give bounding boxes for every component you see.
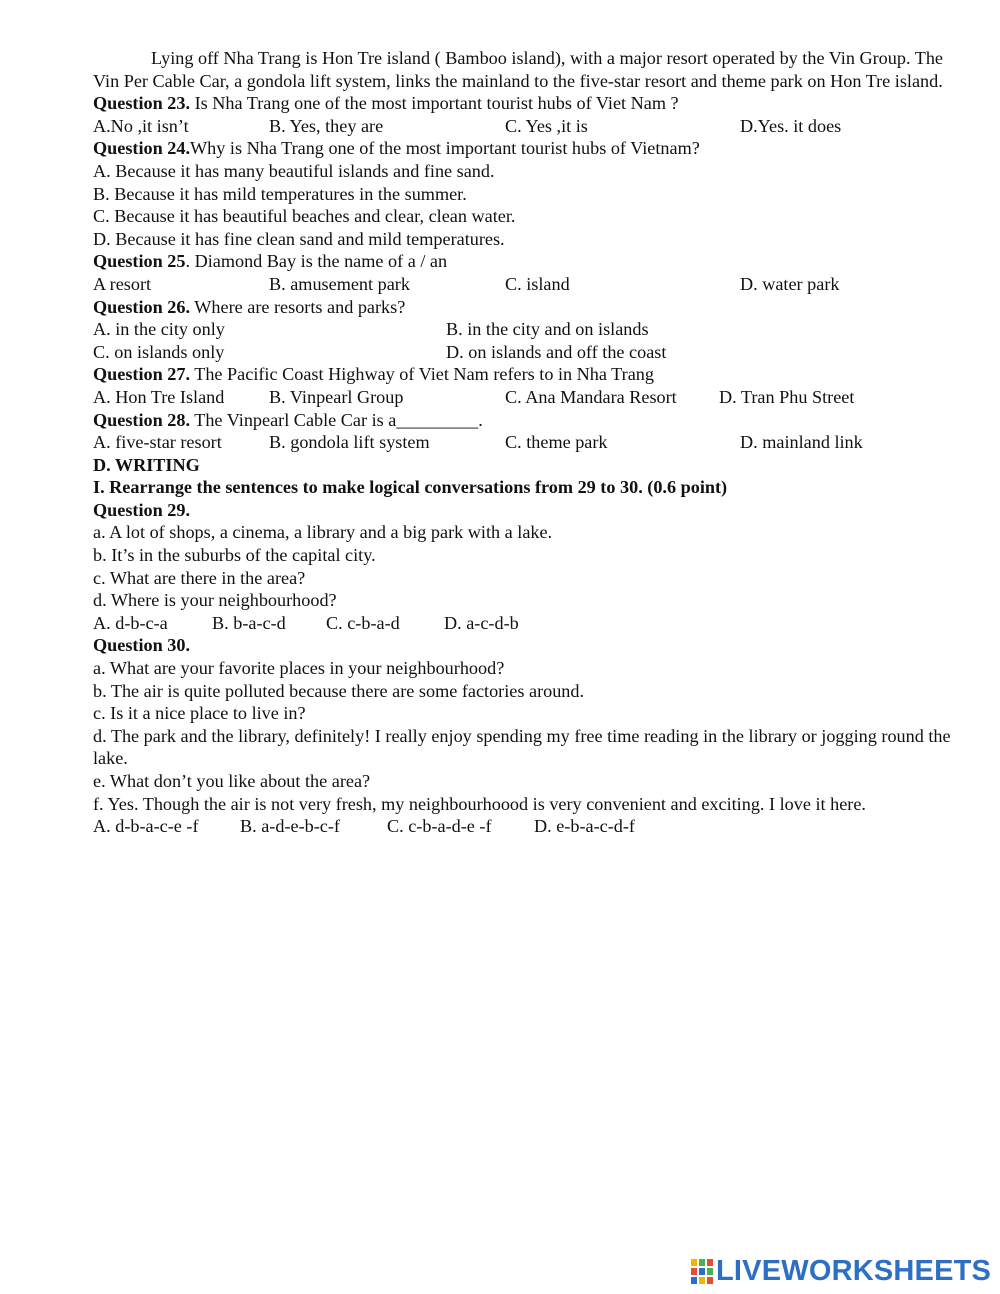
- question-text: The Vinpearl Cable Car is a: [190, 409, 397, 430]
- sentence-b: b. The air is quite polluted because there are some factories around.: [93, 680, 585, 701]
- worksheet-page: [93, 47, 963, 838]
- option-a[interactable]: A. in the city only: [93, 319, 225, 340]
- option-d[interactable]: D.Yes. it does: [740, 115, 842, 136]
- question-text: Why is Nha Trang one of the most important tourist hubs of Vietnam?: [190, 138, 700, 159]
- question-label: Question 29.: [93, 499, 191, 520]
- question-23: [93, 92, 963, 115]
- option-b[interactable]: B. b-a-c-d: [212, 612, 286, 633]
- sentence-d: d. Where is your neighbourhood?: [93, 590, 337, 611]
- sentence-d: d. The park and the library, definitely! I really enjoy spending my free time reading in the library or jogging round the lake.: [93, 725, 951, 769]
- option-c[interactable]: C. c-b-a-d-e -f: [387, 816, 492, 837]
- question-label: Question 23.: [93, 93, 191, 114]
- option-c[interactable]: C. Yes ,it is: [505, 115, 588, 136]
- question-29-options: [93, 612, 963, 635]
- option-d[interactable]: D. water park: [740, 273, 840, 294]
- question-26-options-row-1: [93, 318, 963, 341]
- option-c[interactable]: C. on islands only: [93, 341, 225, 362]
- option-a[interactable]: A. Hon Tre Island: [93, 386, 225, 407]
- option-d[interactable]: D. a-c-d-b: [444, 612, 519, 633]
- question-text: . Diamond Bay is the name of a / an: [185, 251, 448, 272]
- sentence-e: e. What don’t you like about the area?: [93, 771, 371, 791]
- option-b[interactable]: B. Vinpearl Group: [269, 386, 404, 407]
- question-27: [93, 363, 963, 386]
- question-25: [93, 250, 963, 273]
- option-d[interactable]: D. mainland link: [740, 432, 863, 453]
- option-d[interactable]: D. on islands and off the coast: [446, 341, 667, 362]
- option-c[interactable]: C. theme park: [505, 432, 608, 453]
- sentence-b: b. It’s in the suburbs of the capital city.: [93, 545, 376, 566]
- question-label: Question 25: [93, 251, 186, 272]
- question-text: The Pacific Coast Highway of Viet Nam refers to in Nha Trang: [190, 364, 654, 385]
- question-27-options: [93, 386, 963, 409]
- sentence-c: c. Is it a nice place to live in?: [93, 703, 306, 724]
- question-text: Where are resorts and parks?: [190, 296, 406, 317]
- liveworksheets-logo-icon: [691, 1258, 713, 1284]
- option-c[interactable]: C. Ana Mandara Resort: [505, 386, 677, 407]
- option-b[interactable]: B. Because it has mild temperatures in the summer.: [93, 183, 467, 204]
- option-c[interactable]: C. island: [505, 273, 570, 294]
- option-c[interactable]: C. Because it has beautiful beaches and clear, clean water.: [93, 206, 516, 227]
- option-a[interactable]: A. Because it has many beautiful islands and fine sand.: [93, 160, 495, 181]
- question-26: [93, 296, 963, 319]
- question-text: Is Nha Trang one of the most important tourist hubs of Viet Nam ?: [190, 93, 679, 114]
- option-b[interactable]: B. Yes, they are: [269, 115, 384, 136]
- option-b[interactable]: B. in the city and on islands: [446, 319, 649, 340]
- liveworksheets-logo[interactable]: [691, 1256, 991, 1286]
- section-instruction: I. Rearrange the sentences to make logical conversations from 29 to 30. (0.6 point): [93, 477, 728, 498]
- option-c[interactable]: C. c-b-a-d: [326, 612, 400, 633]
- question-label: Question 28.: [93, 409, 191, 430]
- passage-paragraph: Lying off Nha Trang is Hon Tre island ( Bamboo island), with a major resort operated by the Vin Group. The Vin Per Cable Car, a gondola lift system, links the mainland to the five-star resort and theme park on Hon Tre island.: [93, 48, 943, 91]
- question-label: Question 30.: [93, 635, 191, 656]
- option-d[interactable]: D. Tran Phu Street: [719, 386, 855, 407]
- question-25-options: [93, 273, 963, 296]
- option-a[interactable]: A resort: [93, 273, 152, 294]
- question-label: Question 24.: [93, 138, 191, 159]
- option-b[interactable]: B. gondola lift system: [269, 432, 430, 453]
- sentence-f: f. Yes. Though the air is not very fresh, my neighbourhoood is very convenient and exciting. I love it here.: [93, 793, 866, 814]
- sentence-a: a. What are your favorite places in your neighbourhood?: [93, 658, 505, 679]
- option-a[interactable]: A.No ,it isn’t: [93, 115, 189, 136]
- logo-text: LIVEWORKSHEETS: [716, 1255, 992, 1287]
- question-28-options: [93, 431, 963, 454]
- section-heading: D. WRITING: [93, 454, 200, 475]
- answer-blank[interactable]: _________.: [396, 409, 483, 430]
- question-24: [93, 137, 963, 160]
- question-30-options: [93, 815, 963, 838]
- question-23-options: [93, 115, 963, 138]
- option-a[interactable]: A. d-b-a-c-e -f: [93, 816, 199, 837]
- question-label: Question 26.: [93, 296, 191, 317]
- sentence-a: a. A lot of shops, a cinema, a library and a big park with a lake.: [93, 522, 553, 543]
- option-d[interactable]: D. Because it has fine clean sand and mild temperatures.: [93, 228, 505, 249]
- question-29: [93, 499, 963, 522]
- sentence-c: c. What are there in the area?: [93, 567, 306, 588]
- option-a[interactable]: A. d-b-c-a: [93, 612, 168, 633]
- option-d[interactable]: D. e-b-a-c-d-f: [534, 816, 635, 837]
- question-28: [93, 409, 963, 432]
- question-label: Question 27.: [93, 364, 191, 385]
- option-b[interactable]: B. a-d-e-b-c-f: [240, 816, 340, 837]
- option-a[interactable]: A. five-star resort: [93, 432, 222, 453]
- question-26-options-row-2: [93, 341, 963, 364]
- option-b[interactable]: B. amusement park: [269, 273, 410, 294]
- question-30: [93, 634, 963, 657]
